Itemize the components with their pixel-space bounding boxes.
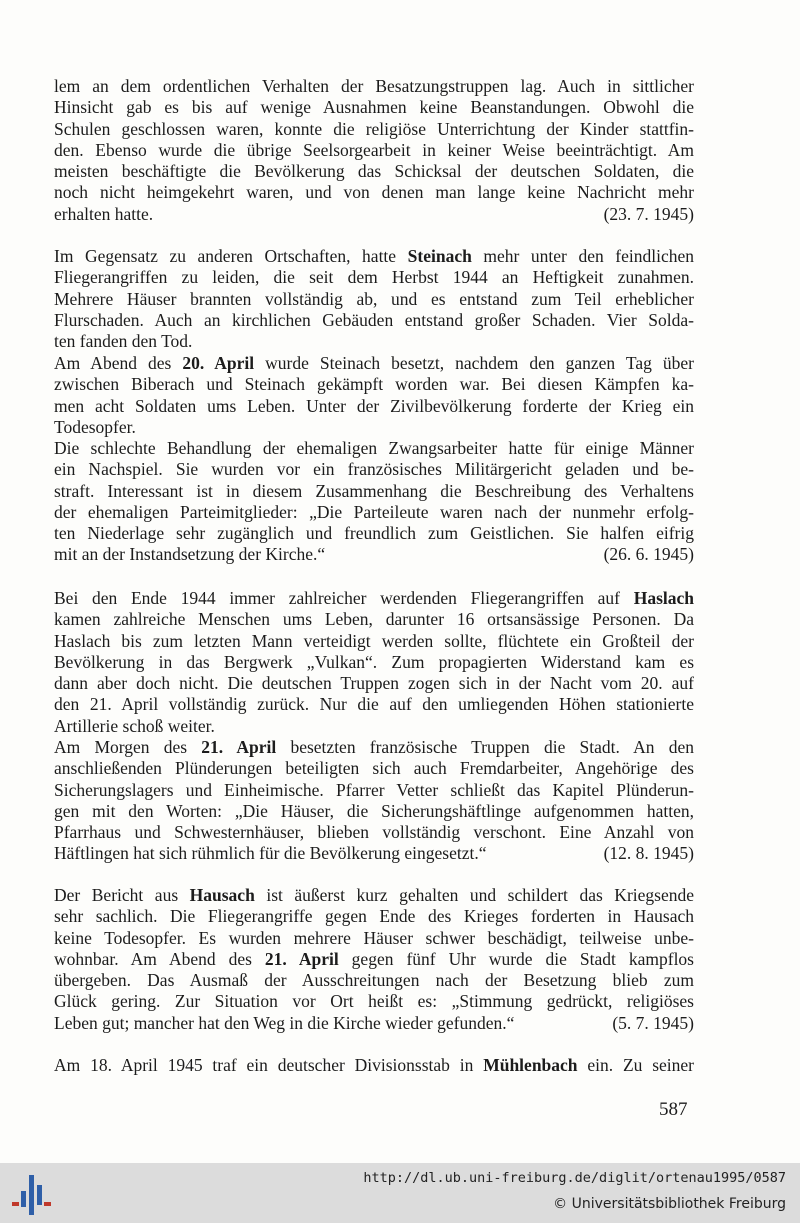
text-line: wohnbar. Am Abend des 21. April gegen fünf Uhr wurde die Stadt kampflos (54, 948, 694, 969)
source-url-link[interactable]: http://dl.ub.uni-freiburg.de/diglit/ortenau1995/0587 (363, 1170, 786, 1186)
text-line: Todesopfer. (54, 416, 136, 437)
text-line: ein Nachspiel. Sie wurden vor ein französisches Militärgericht geladen und be- (54, 459, 694, 480)
text-line: Häftlingen hat sich rühmlich für die Bevölkerung eingesetzt.“ (12. 8. 1945) (54, 843, 694, 864)
text-line: men acht Soldaten ums Leben. Unter der Zivilbevölkerung forderte der Krieg ein (54, 395, 694, 416)
place-name-hausach: Hausach (189, 885, 255, 905)
place-name-muehlenbach: Mühlenbach (483, 1055, 578, 1075)
place-name-steinach: Steinach (407, 246, 472, 266)
text-line: kamen zahlreiche Menschen ums Leben, darunter 16 ortsansässige Personen. Da (54, 609, 694, 630)
text-line: anschließenden Plünderungen beteiligten sich auch Fremdarbeiter, Angehörige des (54, 758, 694, 779)
text-line: meisten beschäftigte die Bevölkerung das Schicksal der deutschen Soldaten, die (54, 161, 694, 182)
copyright-text: © Universitätsbibliothek Freiburg (553, 1196, 786, 1212)
text-line: straft. Interessant ist in diesem Zusammenhang die Beschreibung des Verhaltens (54, 480, 694, 501)
text-line: Der Bericht aus Hausach ist äußerst kurz gehalten und schildert das Kriegsende (54, 885, 694, 905)
text-line: Glück gering. Zur Situation vor Ort heißt es: „Stimmung gedrückt, religiöses (54, 991, 694, 1012)
text-line: Flurschaden. Auch an kirchlichen Gebäuden entstand großer Schaden. Vier Solda- (54, 309, 694, 330)
text-line: Bei den Ende 1944 immer zahlreicher werdenden Fliegerangriffen auf Haslach (54, 588, 694, 608)
paragraph-4 (54, 438, 694, 566)
paragraph-3 (54, 353, 694, 438)
text-line: Schulen geschlossen waren, konnte die religiöse Unterrichtung der Kinder stattfin- (54, 118, 694, 139)
date-21-april-hausach: 21. April (264, 948, 339, 969)
text-line: Sicherungslagers und Einheimische. Pfarrer Vetter schließt das Kapitel Plünderun- (54, 779, 694, 800)
text-line: Am Abend des 20. April wurde Steinach besetzt, nachdem den ganzen Tag über (54, 353, 694, 373)
text-line: Fliegerangriffen zu leiden, die seit dem Herbst 1944 an Heftigkeit zunahmen. (54, 267, 694, 288)
paragraph-5 (54, 588, 694, 737)
text-line: Pfarrhaus und Schwesternhäuser, blieben vollständig verschont. Eine Anzahl von (54, 822, 694, 843)
text-line: ten fanden den Tod. (54, 331, 193, 352)
paragraph-2 (54, 246, 694, 352)
report-date: (23. 7. 1945) (603, 203, 694, 224)
date-20-april: 20. April (182, 353, 255, 373)
footer-bar (0, 1163, 800, 1223)
paragraph-1 (54, 76, 694, 225)
date-21-april: 21. April (201, 737, 277, 757)
text-line: Bevölkerung in das Bergwerk „Vulkan“. Zum propagierten Widerstand kam es (54, 651, 694, 672)
paragraph-7 (54, 885, 694, 1034)
report-date: (5. 7. 1945) (612, 1012, 694, 1033)
text-line: sehr sachlich. Die Fliegerangriffe gegen Ende des Krieges forderten in Hausach (54, 906, 694, 927)
text-line: gen mit den Worten: „Die Häuser, die Sicherungshäftlinge aufgenommen hatten, (54, 800, 694, 821)
text-line: lem an dem ordentlichen Verhalten der Besatzungstruppen lag. Auch in sittlicher (54, 76, 694, 96)
text-line: übergeben. Das Ausmaß der Ausschreitungen nach der Besetzung blieb zum (54, 970, 694, 991)
text-line: zwischen Biberach und Steinach gekämpft worden war. Bei diesen Kämpfen ka- (54, 374, 694, 395)
text-line: Mehrere Häuser brannten vollständig ab, und es entstand zum Teil erheblicher (54, 288, 694, 309)
ub-freiburg-logo-icon (9, 1173, 53, 1217)
place-name-haslach: Haslach (633, 588, 694, 608)
paragraph-6 (54, 737, 694, 865)
page-number: 587 (659, 1099, 688, 1120)
report-date: (26. 6. 1945) (603, 544, 694, 565)
text-line: den 21. April vollständig zurück. Nur die auf den umliegenden Höhen stationierte (54, 694, 694, 715)
text-line: mit an der Instandsetzung der Kirche.“ (26. 6. 1945) (54, 544, 694, 565)
text-line: der ehemaligen Parteimitglieder: „Die Parteileute waren nach der nunmehr erfolg- (54, 501, 694, 522)
text-line: Haslach bis zum letzten Mann verteidigt werden sollte, flüchtete ein Großteil der (54, 630, 694, 651)
text-line: den. Ebenso wurde die übrige Seelsorgearbeit in keiner Weise beeinträchtigt. Am (54, 139, 694, 160)
text-line: erhalten hatte. (23. 7. 1945) (54, 203, 694, 224)
report-date: (12. 8. 1945) (603, 843, 694, 864)
text-line: noch nicht heimgekehrt waren, und von denen man lange keine Nachricht mehr (54, 182, 694, 203)
text-line: Im Gegensatz zu anderen Ortschaften, hatte Steinach mehr unter den feindlichen (54, 246, 694, 266)
text-line: Am 18. April 1945 traf ein deutscher Divisionsstab in Mühlenbach ein. Zu seiner (54, 1055, 695, 1075)
paragraph-8 (54, 1055, 694, 1076)
text-line: Artillerie schoß weiter. (54, 715, 215, 736)
text-line: Am Morgen des 21. April besetzten französische Truppen die Stadt. An den (54, 737, 695, 757)
text-line: dann aber doch nicht. Die deutschen Truppen zogen sich in der Nacht vom 20. auf (54, 673, 694, 694)
text-line: keine Todesopfer. Es wurden mehrere Häuser schwer beschädigt, teilweise unbe- (54, 927, 694, 948)
text-line: Leben gut; mancher hat den Weg in die Kirche wieder gefunden.“ (5. 7. 1945) (54, 1012, 694, 1033)
text-line: ten Niederlage sehr zugänglich und freundlich zum Geistlichen. Sie halfen eifrig (54, 523, 694, 544)
text-line: Hinsicht gab es bis auf wenige Ausnahmen keine Beanstandungen. Obwohl die (54, 97, 694, 118)
text-line: Die schlechte Behandlung der ehemaligen Zwangsarbeiter hatte für einige Männer (54, 438, 694, 458)
